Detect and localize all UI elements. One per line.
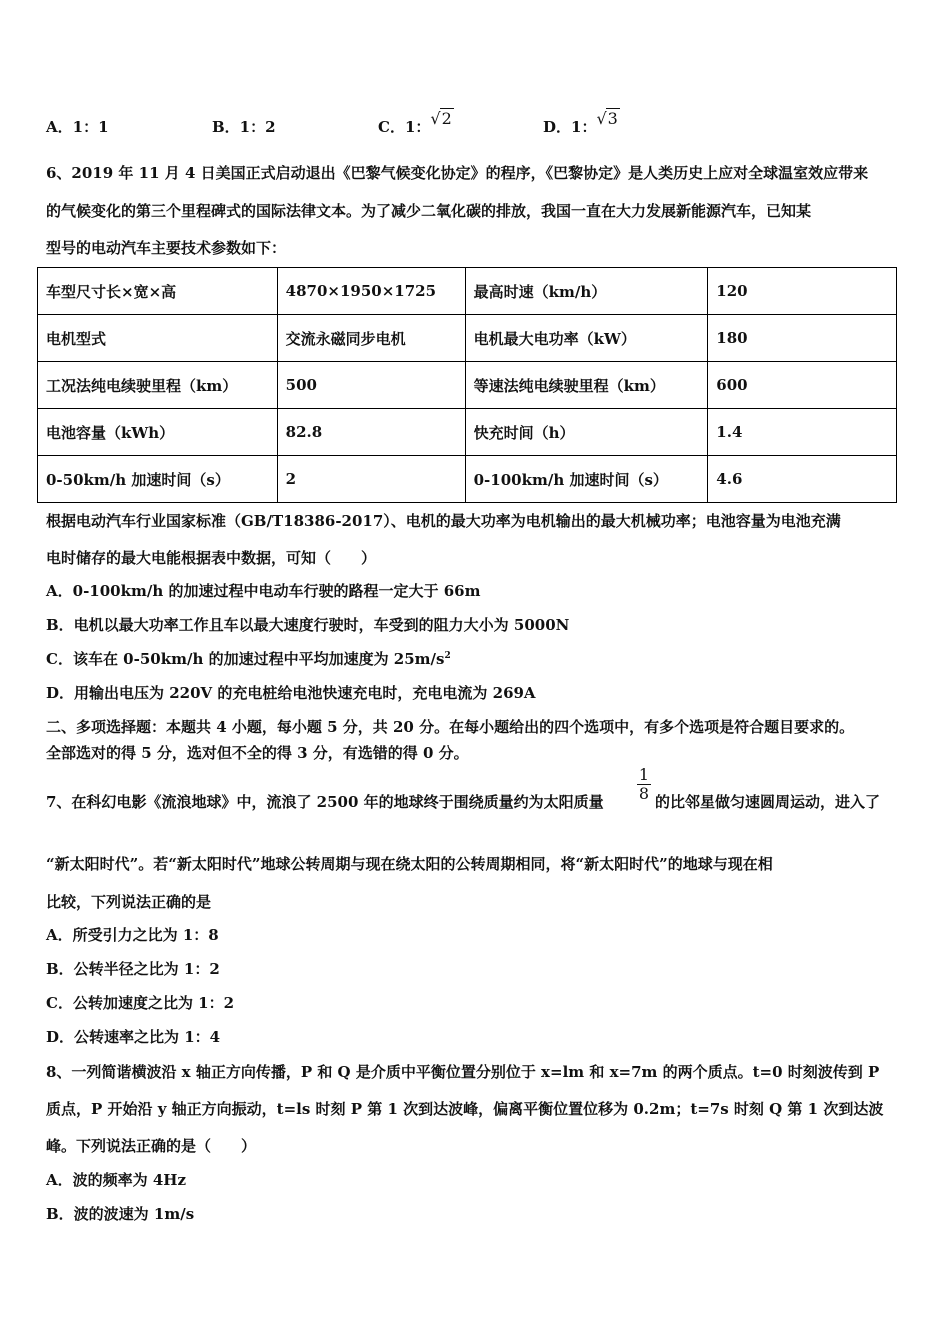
q7-fraction-denominator: 8 — [638, 784, 650, 803]
q8-stem-line-3: 峰。下列说法正确的是（ ） — [46, 1137, 257, 1155]
table-cell: 最高时速（km/h） — [465, 268, 708, 315]
table-cell: 工况法纯电续驶里程（km） — [38, 362, 278, 409]
q6-stem-line-3: 型号的电动汽车主要技术参数如下： — [46, 239, 287, 257]
table-row — [38, 409, 897, 456]
table-cell: 120 — [708, 268, 897, 315]
table-cell: 电机最大电功率（kW） — [465, 315, 708, 362]
table-row — [38, 456, 897, 503]
q6-option-a: A．0-100km/h 的加速过程中电动车行驶的路程一定大于 66m — [46, 582, 481, 600]
q7-fraction-numerator: 1 — [638, 765, 650, 784]
table-cell: 1.4 — [708, 409, 897, 456]
table-cell: 4.6 — [708, 456, 897, 503]
q6-option-c-text: C．该车在 0-50km/h 的加速过程中平均加速度为 25m/s — [46, 650, 445, 668]
q6-stem-line-1: 6、2019 年 11 月 4 日美国正式启动退出《巴黎气候变化协定》的程序，《巴黎协定》是人类历史上应对全球温室效应带来 — [46, 164, 869, 182]
option-b-prev: B．1：2 — [212, 118, 276, 136]
q7-option-c: C．公转加速度之比为 1：2 — [46, 994, 235, 1012]
sqrt-2: √2 — [430, 109, 452, 128]
table-cell: 等速法纯电续驶里程（km） — [465, 362, 708, 409]
sqrt-3: √3 — [596, 109, 618, 128]
table-cell: 2 — [277, 456, 465, 503]
table-cell: 快充时间（h） — [465, 409, 708, 456]
q7-stem-part2: 的比邻星做匀速圆周运动，进入了 — [655, 793, 881, 811]
table-row — [38, 362, 897, 409]
table-cell: 电机型式 — [38, 315, 278, 362]
q6-option-c-sup: 2 — [444, 651, 451, 661]
q6-after-line-1: 根据电动汽车行业国家标准（GB/T18386-2017）、电机的最大功率为电机输出的最大机械功率；电池容量为电池充满 — [46, 512, 841, 530]
table-cell: 0-50km/h 加速时间（s） — [38, 456, 278, 503]
q6-after-line-2: 电时储存的最大电能根据表中数据，可知（ ） — [46, 549, 377, 567]
sqrt-3-radicand: 3 — [607, 109, 618, 128]
q6-option-b: B．电机以最大功率工作且车以最大速度行驶时，车受到的阻力大小为 5000N — [46, 616, 570, 634]
q7-stem-part1: 7、在科幻电影《流浪地球》中，流浪了 2500 年的地球终于围绕质量约为太阳质量 — [46, 793, 604, 811]
table-cell: 0-100km/h 加速时间（s） — [465, 456, 708, 503]
option-c-prefix: C．1： — [378, 118, 431, 136]
q6-option-c — [46, 648, 451, 669]
q8-stem-line-1: 8、一列简谐横波沿 x 轴正方向传播，P 和 Q 是介质中平衡位置分别位于 x=lm 和 x=7m 的两个质点。t=0 时刻波传到 P — [46, 1063, 880, 1081]
table-cell: 82.8 — [277, 409, 465, 456]
q8-option-b: B．波的波速为 1m/s — [46, 1205, 195, 1223]
table-cell: 500 — [277, 362, 465, 409]
option-a-prev: A．1：1 — [46, 118, 109, 136]
q8-stem-line-2: 质点，P 开始沿 y 轴正方向振动，t=ls 时刻 P 第 1 次到达波峰，偏离平衡位置位移为 0.2m；t=7s 时刻 Q 第 1 次到达波 — [46, 1100, 884, 1118]
q7-option-a: A．所受引力之比为 1：8 — [46, 926, 219, 944]
option-d-prev — [543, 109, 620, 137]
q8-option-a: A．波的频率为 4Hz — [46, 1171, 186, 1189]
q7-fraction — [637, 766, 651, 803]
section2-line-1: 二、多项选择题：本题共 4 小题，每小题 5 分，共 20 分。在每小题给出的四个选项中，有多个选项是符合题目要求的。 — [46, 718, 855, 736]
table-cell: 600 — [708, 362, 897, 409]
vehicle-params-table — [37, 267, 897, 503]
table-cell: 180 — [708, 315, 897, 362]
q6-option-d: D．用输出电压为 220V 的充电桩给电池快速充电时，充电电流为 269A — [46, 684, 536, 702]
q7-option-d: D．公转速率之比为 1：4 — [46, 1028, 221, 1046]
table-cell: 4870×1950×1725 — [277, 268, 465, 315]
section2-line-2: 全部选对的得 5 分，选对但不全的得 3 分，有选错的得 0 分。 — [46, 744, 469, 762]
table-row — [38, 315, 897, 362]
sqrt-2-radicand: 2 — [441, 109, 452, 128]
q6-stem-line-2: 的气候变化的第三个里程碑式的国际法律文本。为了减少二氧化碳的排放，我国一直在大力发展新能源汽车，已知某 — [46, 202, 812, 220]
option-c-prev — [378, 109, 454, 137]
table-cell: 车型尺寸长×宽×高 — [38, 268, 278, 315]
option-d-prefix: D．1： — [543, 118, 597, 136]
q7-stem-line-3: 比较，下列说法正确的是 — [46, 893, 212, 911]
q7-option-b: B．公转半径之比为 1：2 — [46, 960, 220, 978]
q7-stem-line-2: “新太阳时代”。若“新太阳时代”地球公转周期与现在绕太阳的公转周期相同，将“新太阳时代”的地球与现在相 — [46, 855, 773, 873]
table-row — [38, 268, 897, 315]
table-cell: 电池容量（kWh） — [38, 409, 278, 456]
table-cell: 交流永磁同步电机 — [277, 315, 465, 362]
